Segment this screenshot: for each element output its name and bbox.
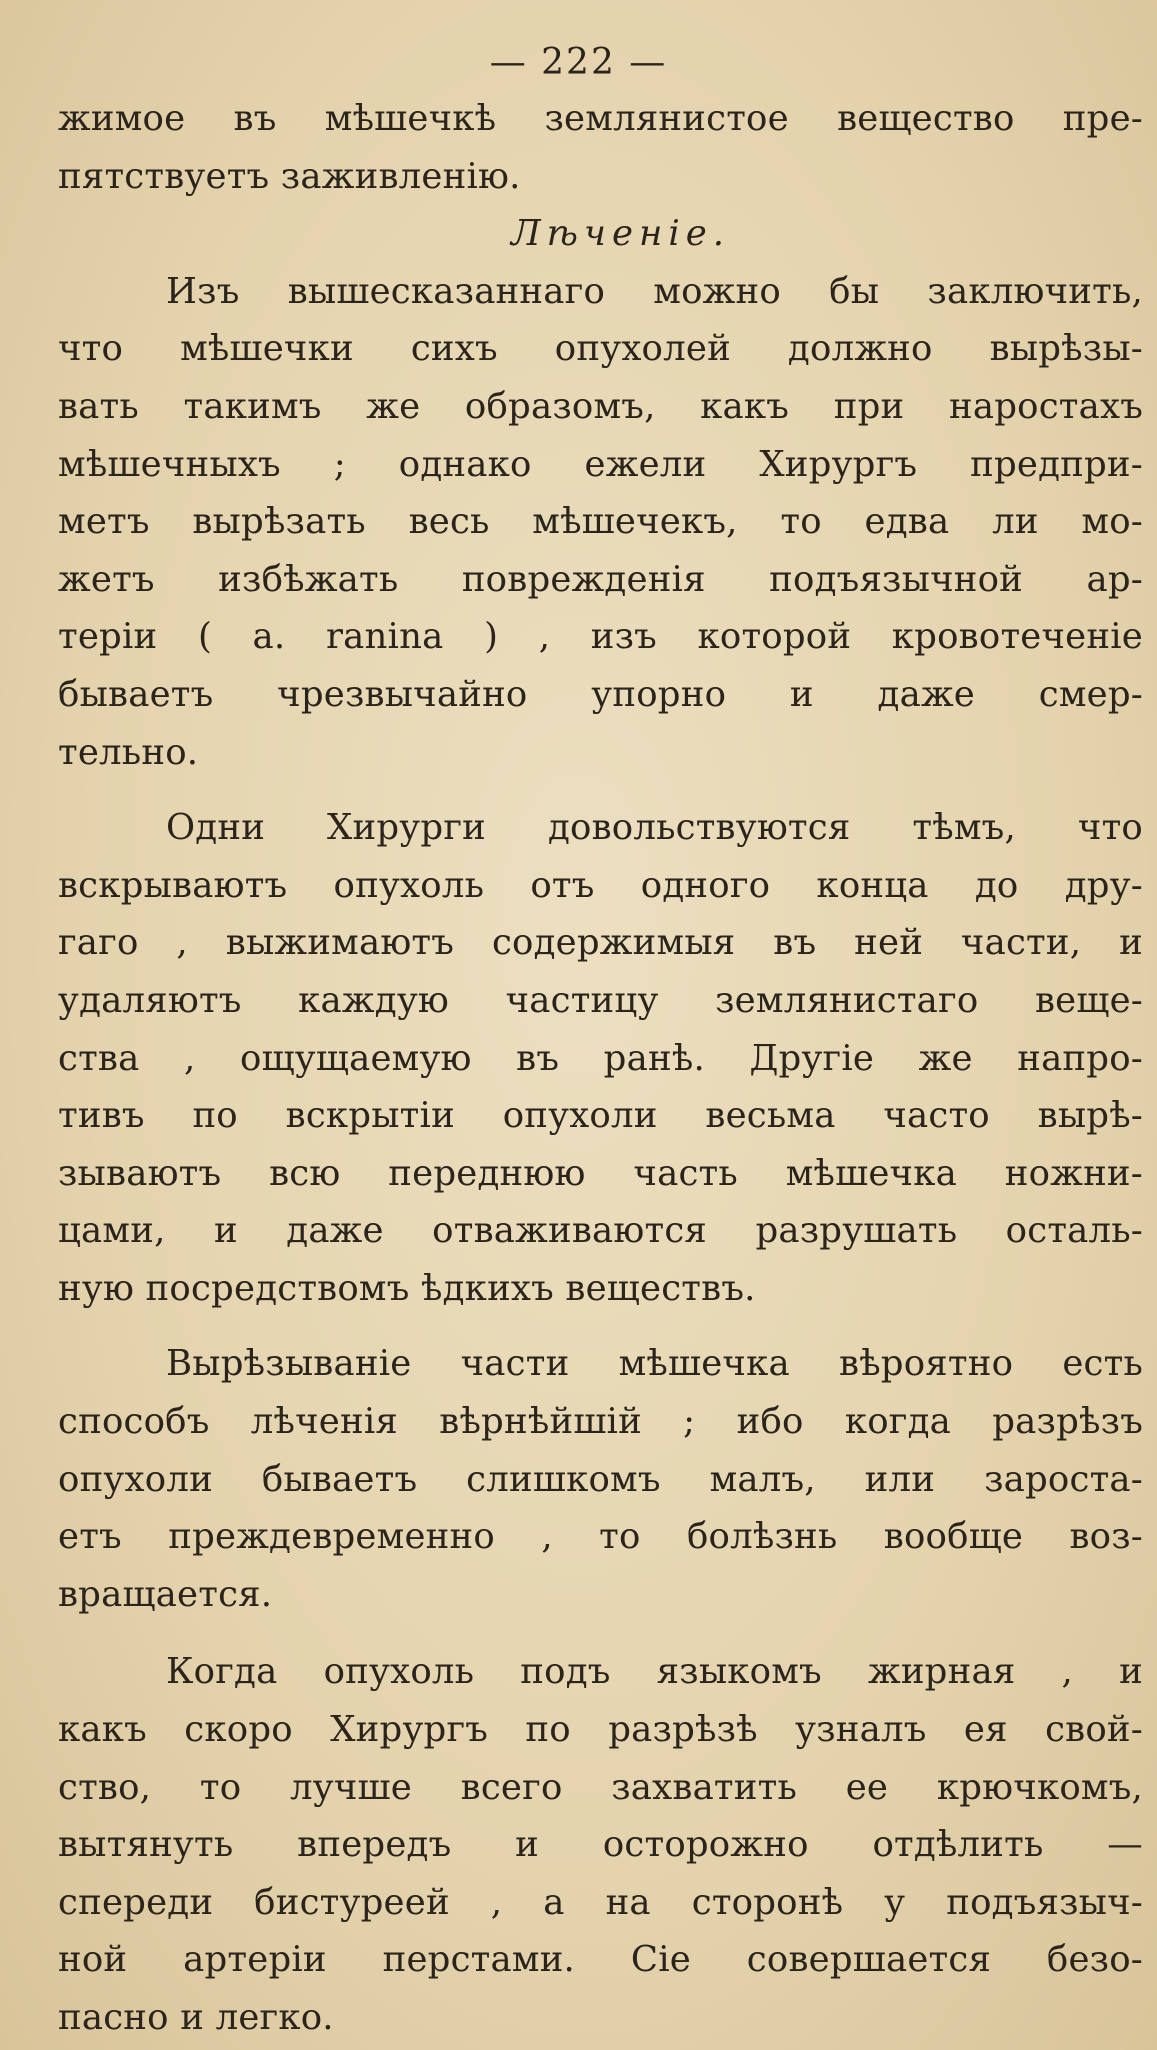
text-line: вращается.	[58, 1573, 273, 1615]
paragraph	[58, 799, 1143, 1317]
text-line: мѣшечныхъ ; однако ежели Хирургъ предпри-	[58, 443, 1143, 485]
text-line: ной артеріи перстами. Сіе совершается безо-	[58, 1939, 1143, 1981]
text-line: тельно.	[58, 731, 199, 773]
text-line: цами, и даже отваживаются разрушать осталь-	[58, 1210, 1143, 1252]
text-line: бываетъ чрезвычайно упорно и даже смер-	[58, 673, 1143, 715]
text-line: тивъ по вскрытіи опухоли весьма часто вырѣ-	[58, 1095, 1143, 1137]
text-line: ство, то лучше всего захватить ее крючкомъ,	[58, 1766, 1143, 1808]
section-heading: Лѣченіе.	[510, 213, 731, 255]
text-line: Изъ вышесказаннаго можно бы заключить,	[166, 270, 1143, 312]
page-number: — 222 —	[489, 42, 668, 83]
text-line: гаго , выжимаютъ содержимыя въ ней части, и	[58, 922, 1143, 964]
text-line: Когда опухоль подъ языкомъ жирная , и	[166, 1651, 1143, 1693]
text-line: вать такимъ же образомъ, какъ при наростахъ	[58, 385, 1143, 427]
paragraph-gap	[58, 781, 1143, 799]
text-line: Одни Хирурги довольствуются тѣмъ, что	[166, 807, 1143, 849]
text-line: жимое въ мѣшечкѣ землянистое вещество пре-	[58, 98, 1143, 139]
text-line: жетъ избѣжать поврежденія подъязычной ар-	[58, 558, 1143, 600]
text-line: метъ вырѣзать весь мѣшечекъ, то едва ли мо-	[58, 501, 1143, 543]
paragraph-gap	[58, 1623, 1143, 1643]
text-line: Вырѣзываніе части мѣшечка вѣроятно есть	[166, 1343, 1143, 1385]
text-line: способъ лѣченія вѣрнѣйшій ; ибо когда разрѣзъ	[58, 1401, 1143, 1443]
paragraph	[58, 263, 1143, 781]
paragraph-gap	[58, 1317, 1143, 1335]
text-line: какъ скоро Хирургъ по разрѣзѣ узналъ ея свой-	[58, 1709, 1143, 1751]
text-line: теріи ( a. ranina ) , изъ которой кровотеченіе	[58, 616, 1143, 658]
text-line: удаляютъ каждую частицу землянистаго веще-	[58, 979, 1143, 1021]
text-line: что мѣшечки сихъ опухолей должно вырѣзы-	[58, 328, 1143, 370]
text-line: ства , ощущаемую въ ранѣ. Другіе же напро-	[58, 1037, 1143, 1079]
paragraph	[58, 1643, 1143, 2046]
text-line: вытянуть впередъ и осторожно отдѣлить —	[58, 1824, 1143, 1866]
text-line: зываютъ всю переднюю часть мѣшечка ножни-	[58, 1152, 1143, 1194]
text-line: опухоли бываетъ слишкомъ малъ, или зароста-	[58, 1458, 1143, 1500]
paragraph-continuation	[58, 90, 1143, 205]
text-line: вскрываютъ опухоль отъ одного конца до дру-	[58, 864, 1143, 906]
text-line: пятствуетъ заживленію.	[58, 155, 521, 197]
page-text	[58, 90, 1143, 2047]
text-line: ную посредствомъ ѣдкихъ веществъ.	[58, 1267, 756, 1309]
text-line: етъ преждевременно , то болѣзнь вообще воз-	[58, 1516, 1143, 1558]
text-line: спереди бистуреей , а на сторонѣ у подъязыч-	[58, 1881, 1143, 1923]
text-line: пасно и легко.	[58, 1997, 334, 2038]
paragraph	[58, 1335, 1143, 1623]
